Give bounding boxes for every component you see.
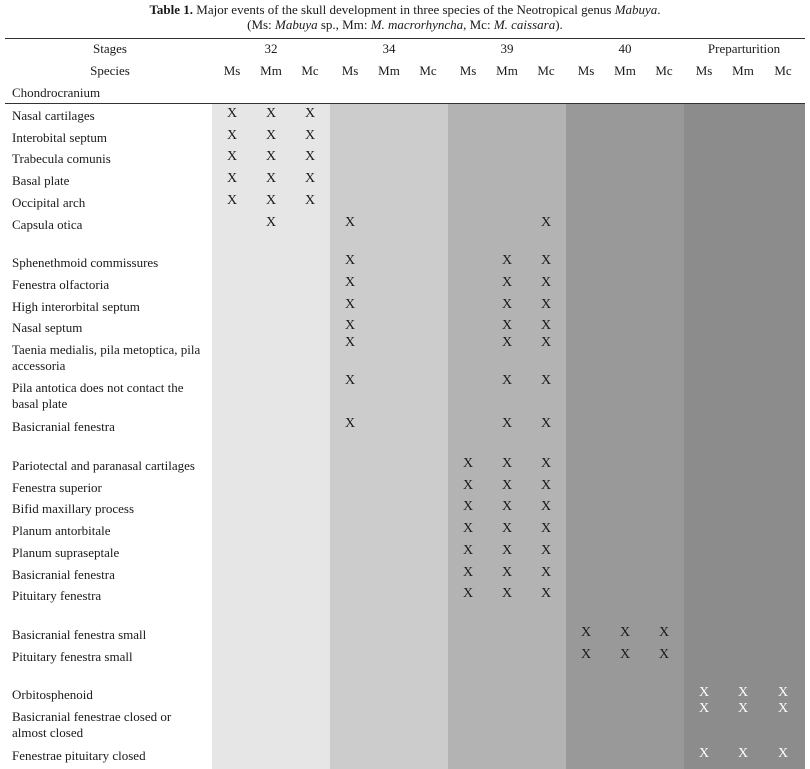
x-mark: X <box>501 499 513 514</box>
x-mark: X <box>462 521 474 536</box>
x-mark: X <box>619 647 631 662</box>
stage-band-preparturition <box>684 104 805 769</box>
row-label: Sphenethmoid commissures <box>12 255 159 270</box>
x-mark: X <box>777 685 789 700</box>
species-header-39-mc: Mc <box>537 63 555 78</box>
x-mark: X <box>540 543 552 558</box>
row-label: Pituitary fenestra small <box>12 649 133 664</box>
stage-header-preparturition: Preparturition <box>707 41 781 56</box>
species-header-32-mm: Mm <box>260 63 282 78</box>
x-mark: X <box>540 478 552 493</box>
species-header-34-mc: Mc <box>419 63 437 78</box>
row-label: Bifid maxillary process <box>12 501 135 516</box>
stage-header-39: 39 <box>500 41 514 56</box>
x-mark: X <box>501 335 513 350</box>
species-header-32-mc: Mc <box>301 63 319 78</box>
row-label: Fenestra olfactoria <box>12 277 110 292</box>
x-mark: X <box>501 543 513 558</box>
x-mark: X <box>501 565 513 580</box>
row-label: Planum antorbitale <box>12 523 111 538</box>
species-header-34-ms: Ms <box>341 63 359 78</box>
stage-band-40 <box>566 104 684 769</box>
species-header-32-ms: Ms <box>223 63 241 78</box>
x-mark: X <box>501 373 513 388</box>
x-mark: X <box>540 318 552 333</box>
x-mark: X <box>737 685 749 700</box>
x-mark: X <box>540 335 552 350</box>
x-mark: X <box>658 647 670 662</box>
x-mark: X <box>501 318 513 333</box>
row-label: Pariotectal and paranasal cartilages <box>12 458 195 473</box>
x-mark: X <box>265 171 277 186</box>
x-mark: X <box>540 253 552 268</box>
x-mark: X <box>265 106 277 121</box>
species-label: Species <box>90 63 130 78</box>
x-mark: X <box>462 543 474 558</box>
x-mark: X <box>344 297 356 312</box>
x-mark: X <box>344 215 356 230</box>
row-label: High interorbital septum <box>12 299 140 314</box>
x-mark: X <box>226 149 238 164</box>
x-mark: X <box>462 586 474 601</box>
x-mark: X <box>698 685 710 700</box>
row-label: Taenia medialis, pila metoptica, pila accessoria <box>12 342 201 373</box>
x-mark: X <box>501 478 513 493</box>
x-mark: X <box>540 456 552 471</box>
x-mark: X <box>344 253 356 268</box>
stage-band-39 <box>448 104 566 769</box>
x-mark: X <box>462 478 474 493</box>
x-mark: X <box>304 128 316 143</box>
x-mark: X <box>265 149 277 164</box>
x-mark: X <box>658 625 670 640</box>
x-mark: X <box>501 275 513 290</box>
species-header-39-ms: Ms <box>459 63 477 78</box>
x-mark: X <box>344 275 356 290</box>
x-mark: X <box>265 215 277 230</box>
stage-header-34: 34 <box>382 41 396 56</box>
x-mark: X <box>304 193 316 208</box>
x-mark: X <box>344 335 356 350</box>
x-mark: X <box>540 297 552 312</box>
x-mark: X <box>501 297 513 312</box>
species-header-40-mc: Mc <box>655 63 673 78</box>
x-mark: X <box>501 253 513 268</box>
x-mark: X <box>540 275 552 290</box>
row-label: Nasal cartilages <box>12 108 95 123</box>
x-mark: X <box>777 746 789 761</box>
row-label: Basicranial fenestra <box>12 567 115 582</box>
x-mark: X <box>580 647 592 662</box>
x-mark: X <box>540 416 552 431</box>
row-label: Orbitosphenoid <box>12 687 93 702</box>
species-header-preparturition-mm: Mm <box>732 63 754 78</box>
x-mark: X <box>304 106 316 121</box>
x-mark: X <box>777 701 789 716</box>
x-mark: X <box>501 521 513 536</box>
x-mark: X <box>540 565 552 580</box>
row-label: Capsula otica <box>12 217 83 232</box>
x-mark: X <box>462 456 474 471</box>
x-mark: X <box>698 701 710 716</box>
row-label: Basal plate <box>12 173 70 188</box>
x-mark: X <box>540 586 552 601</box>
x-mark: X <box>304 149 316 164</box>
x-mark: X <box>226 128 238 143</box>
stage-band-34 <box>330 104 448 769</box>
row-label: Occipital arch <box>12 195 86 210</box>
x-mark: X <box>344 416 356 431</box>
x-mark: X <box>580 625 592 640</box>
x-mark: X <box>344 373 356 388</box>
stages-label: Stages <box>93 41 127 56</box>
row-label: Planum supraseptale <box>12 545 120 560</box>
x-mark: X <box>344 318 356 333</box>
stage-header-40: 40 <box>618 41 632 56</box>
stage-header-32: 32 <box>264 41 278 56</box>
table-caption <box>0 2 810 32</box>
x-mark: X <box>226 106 238 121</box>
species-header-preparturition-mc: Mc <box>774 63 792 78</box>
species-header-40-mm: Mm <box>614 63 636 78</box>
header-rule <box>5 103 805 104</box>
x-mark: X <box>462 499 474 514</box>
row-label: Interobital septum <box>12 130 107 145</box>
species-header-40-ms: Ms <box>577 63 595 78</box>
x-mark: X <box>501 456 513 471</box>
x-mark: X <box>501 416 513 431</box>
top-rule <box>5 38 805 39</box>
x-mark: X <box>226 193 238 208</box>
x-mark: X <box>462 565 474 580</box>
x-mark: X <box>737 701 749 716</box>
x-mark: X <box>540 521 552 536</box>
species-header-39-mm: Mm <box>496 63 518 78</box>
x-mark: X <box>737 746 749 761</box>
species-header-preparturition-ms: Ms <box>695 63 713 78</box>
x-mark: X <box>619 625 631 640</box>
caption-line-1: Table 1. Major events of the skull development in three species of the Neotropical genus Mabuya. <box>149 2 661 17</box>
x-mark: X <box>698 746 710 761</box>
row-label: Trabecula comunis <box>12 151 111 166</box>
species-header-34-mm: Mm <box>378 63 400 78</box>
row-label: Fenestra superior <box>12 480 102 495</box>
x-mark: X <box>501 586 513 601</box>
row-label: Fenestrae pituitary closed <box>12 748 146 763</box>
section-chondrocranium: Chondrocranium <box>12 85 101 100</box>
row-label: Pila antotica does not contact the basal plate <box>12 380 184 411</box>
row-label: Basicranial fenestra small <box>12 627 147 642</box>
row-label: Pituitary fenestra <box>12 588 102 603</box>
caption-line-2: (Ms: Mabuya sp., Mm: M. macrorhyncha, Mc: M. caissara). <box>247 17 563 32</box>
x-mark: X <box>265 193 277 208</box>
x-mark: X <box>304 171 316 186</box>
x-mark: X <box>540 373 552 388</box>
x-mark: X <box>226 171 238 186</box>
x-mark: X <box>265 128 277 143</box>
row-label: Nasal septum <box>12 320 83 335</box>
row-label: Basicranial fenestra <box>12 419 115 434</box>
row-label: Basicranial fenestrae closed or almost closed <box>12 709 172 740</box>
x-mark: X <box>540 499 552 514</box>
x-mark: X <box>540 215 552 230</box>
